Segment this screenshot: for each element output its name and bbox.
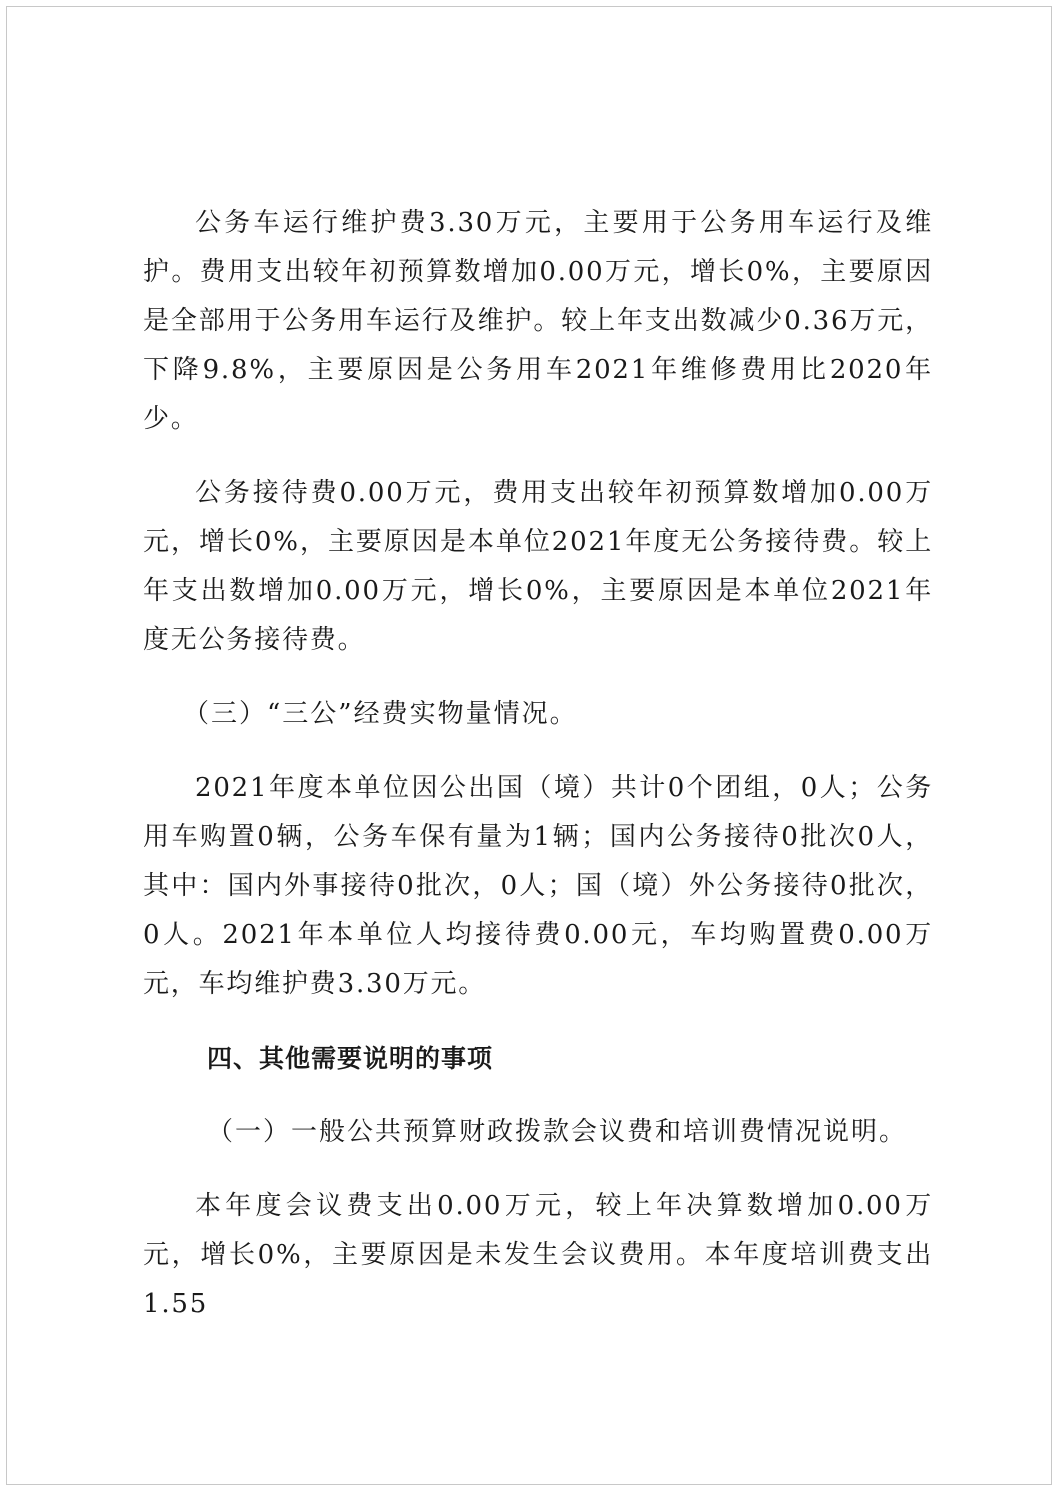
paragraph-quantity-details: 2021年度本单位因公出国（境）共计0个团组，0人；公务用车购置0辆，公务车保有量为1辆；国内公务接待0批次0人，其中：国内外事接待0批次，0人；国（境）外公务接待0批次，0人。2021年本单位人均接待费0.00元，车均购置费0.00万元，车均维护费3.30万元。 (143, 773, 933, 999)
section-heading-other-matters: 四、其他需要说明的事项 (207, 1044, 494, 1073)
paragraph-vehicle-maintenance: 公务车运行维护费3.30万元，主要用于公务用车运行及维护。费用支出较年初预算数增加0.00万元，增长0%，主要原因是全部用于公务用车运行及维护。较上年支出数减少0.36万元，下降9.8%，主要原因是公务用车2021年维修费用比2020年少。 (143, 208, 933, 434)
paragraph-official-reception: 公务接待费0.00万元，费用支出较年初预算数增加0.00万元，增长0%，主要原因是本单位2021年度无公务接待费。较上年支出数增加0.00万元，增长0%，主要原因是本单位2021年度无公务接待费。 (143, 478, 933, 655)
document-body (143, 199, 933, 1354)
paragraph-meeting-training-expenses: 本年度会议费支出0.00万元，较上年决算数增加0.00万元，增长0%，主要原因是未发生会议费用。本年度培训费支出1.55 (143, 1191, 933, 1319)
subheading-three-public-quantity: （三）“三公”经费实物量情况。 (183, 699, 578, 729)
document-page (6, 6, 1052, 1485)
subheading-meeting-training: （一）一般公共预算财政拨款会议费和培训费情况说明。 (207, 1117, 908, 1147)
